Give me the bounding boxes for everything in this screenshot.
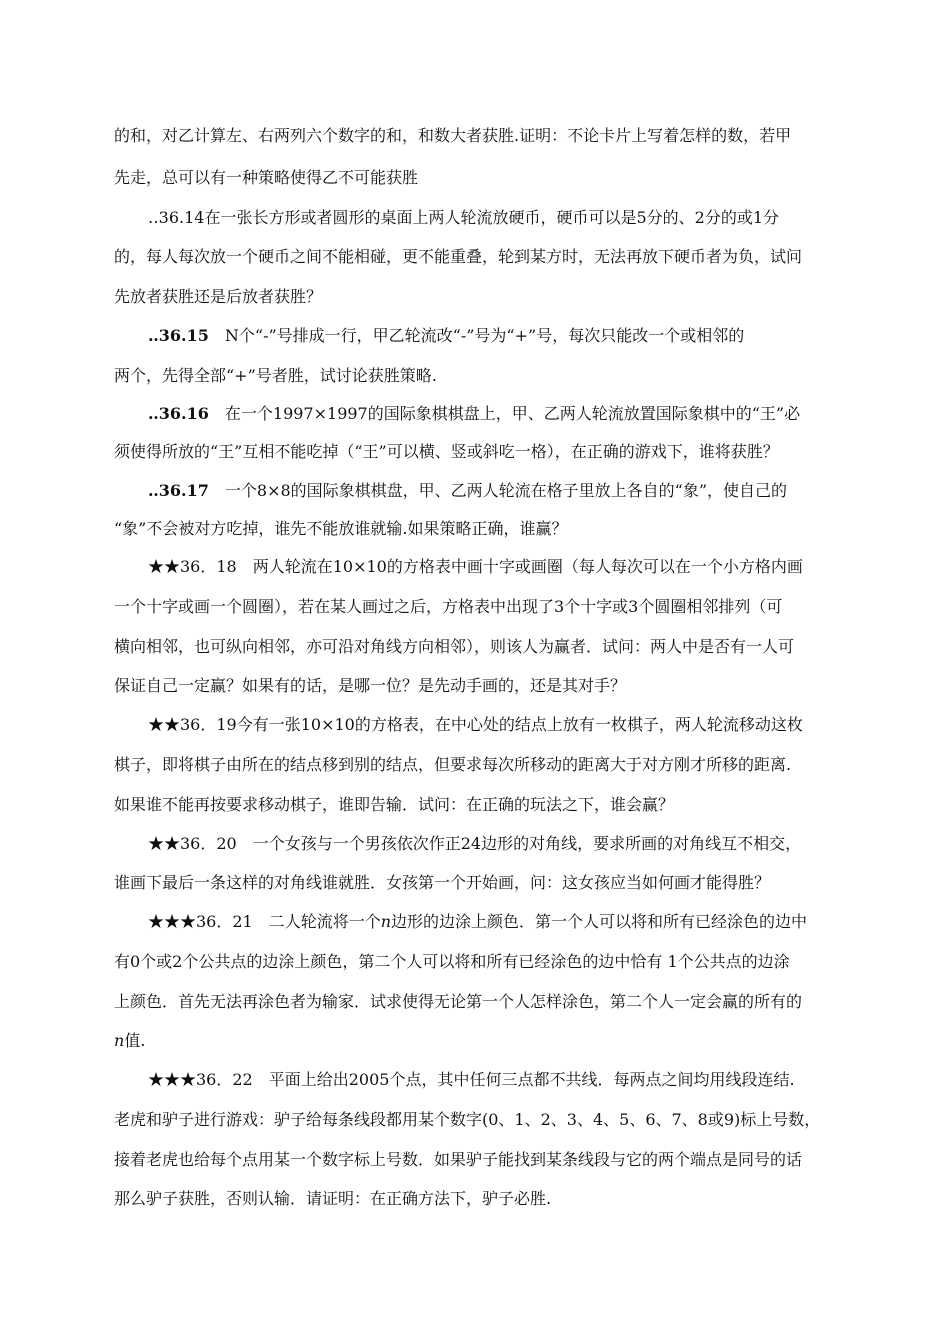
text-line: 有0个或2个公共点的边涂上颜色，第二个人可以将和所有已经涂色的边中恰有 1个公共点的边涂 <box>114 952 790 971</box>
text-line: 如果谁不能再按要求移动棋子，谁即告输．试问：在正确的玩法之下，谁会赢？ <box>114 795 675 814</box>
problem-36-16 <box>148 404 800 424</box>
problem-36-20: ★★36．20 一个女孩与一个男孩依次作正24边形的对角线，要求所画的对角线互不相交， <box>148 834 802 853</box>
text-line: 谁画下最后一条这样的对角线谁就胜．女孩第一个开始画，问：这女孩应当如何画才能得胜？ <box>114 873 771 892</box>
problem-number: ‥36.16 <box>148 404 209 423</box>
text-line: 横向相邻，也可纵向相邻，亦可沿对角线方向相邻），则该人为赢者．试问：两人中是否有一人可 <box>114 637 795 656</box>
variable-n: n <box>114 1031 125 1050</box>
text-line: 一个十字或画一个圆圈），若在某人画过之后，方格表中出现了3个十字或3个圆圈相邻排列（可 <box>114 597 783 616</box>
text-line: 先走，总可以有一种策略使得乙不可能获胜 <box>114 168 419 187</box>
text-line: 老虎和驴子进行游戏：驴子给每条线段都用某个数字(0、1、2、3、4、5、6、7、8或9)标上号数， <box>114 1110 821 1129</box>
problem-36-15 <box>148 326 744 346</box>
problem-number: ‥36.15 <box>148 326 209 345</box>
problem-head: ★★★36．21 二人轮流将一个 <box>148 912 381 931</box>
text-line: “象”不会被对方吃掉，谁先不能放谁就输.如果策略正确，谁赢？ <box>114 519 568 538</box>
problem-36-14: ‥36.14在一张长方形或者圆形的桌面上两人轮流放硬币，硬币可以是5分的、2分的或1分 <box>148 208 780 227</box>
text-line <box>114 1031 145 1051</box>
text-line: 那么驴子获胜，否则认输．请证明：在正确方法下，驴子必胜. <box>114 1189 552 1208</box>
problem-text: 一个8×8的国际象棋棋盘，甲、乙两人轮流在格子里放上各自的“象”，使自己的 <box>208 481 788 500</box>
text-line: 的，每人每次放一个硬币之间不能相碰，更不能重叠，轮到某方时，无法再放下硬币者为负，试问 <box>114 247 803 266</box>
problem-36-22: ★★★36．22 平面上给出2005个点，其中任何三点都不共线．每两点之间均用线段连结. <box>148 1070 795 1089</box>
problem-text: 值. <box>124 1031 146 1050</box>
text-line: 棋子，即将棋子由所在的结点移到别的结点，但要求每次所移动的距离大于对方刚才所移的距离. <box>114 755 792 774</box>
problem-text: 边形的边涂上颜色．第一个人可以将和所有已经涂色的边中 <box>391 912 808 931</box>
problem-36-17 <box>148 481 787 501</box>
problem-36-18: ★★36．18 两人轮流在10×10的方格表中画十字或画圈（每人每次可以在一个小方格内画 <box>148 557 803 576</box>
problem-36-19: ★★36．19今有一张10×10的方格表，在中心处的结点上放有一枚棋子，两人轮流移动这枚 <box>148 715 803 734</box>
text-line: 的和，对乙计算左、右两列六个数字的和，和数大者获胜.证明：不论卡片上写着怎样的数，若甲 <box>114 126 792 145</box>
variable-n: n <box>380 912 392 931</box>
text-line: 先放者获胜还是后放者获胜？ <box>114 287 323 306</box>
problem-text: 在一个1997×1997的国际象棋棋盘上，甲、乙两人轮流放置国际象棋中的“王”必 <box>208 404 801 423</box>
text-line: 接着老虎也给每个点用某一个数字标上号数．如果驴子能找到某条线段与它的两个端点是同号的话 <box>114 1150 803 1169</box>
problem-number: ‥36.17 <box>148 481 209 500</box>
problem-36-21 <box>148 912 807 932</box>
problem-text: N个“-”号排成一行，甲乙轮流改“-”号为“+”号，每次只能改一个或相邻的 <box>208 326 745 345</box>
text-line: 保证自己一定赢？如果有的话，是哪一位？是先动手画的，还是其对手？ <box>114 676 627 695</box>
text-line: 须使得所放的“王”互相不能吃掉（“王”可以横、竖或斜吃一格），在正确的游戏下，谁将获胜？ <box>114 442 779 461</box>
text-line: 两个，先得全部“+”号者胜，试讨论获胜策略. <box>114 366 437 385</box>
text-line: 上颜色．首先无法再涂色者为输家．试求使得无论第一个人怎样涂色，第二个人一定会赢的所有的 <box>114 992 803 1011</box>
